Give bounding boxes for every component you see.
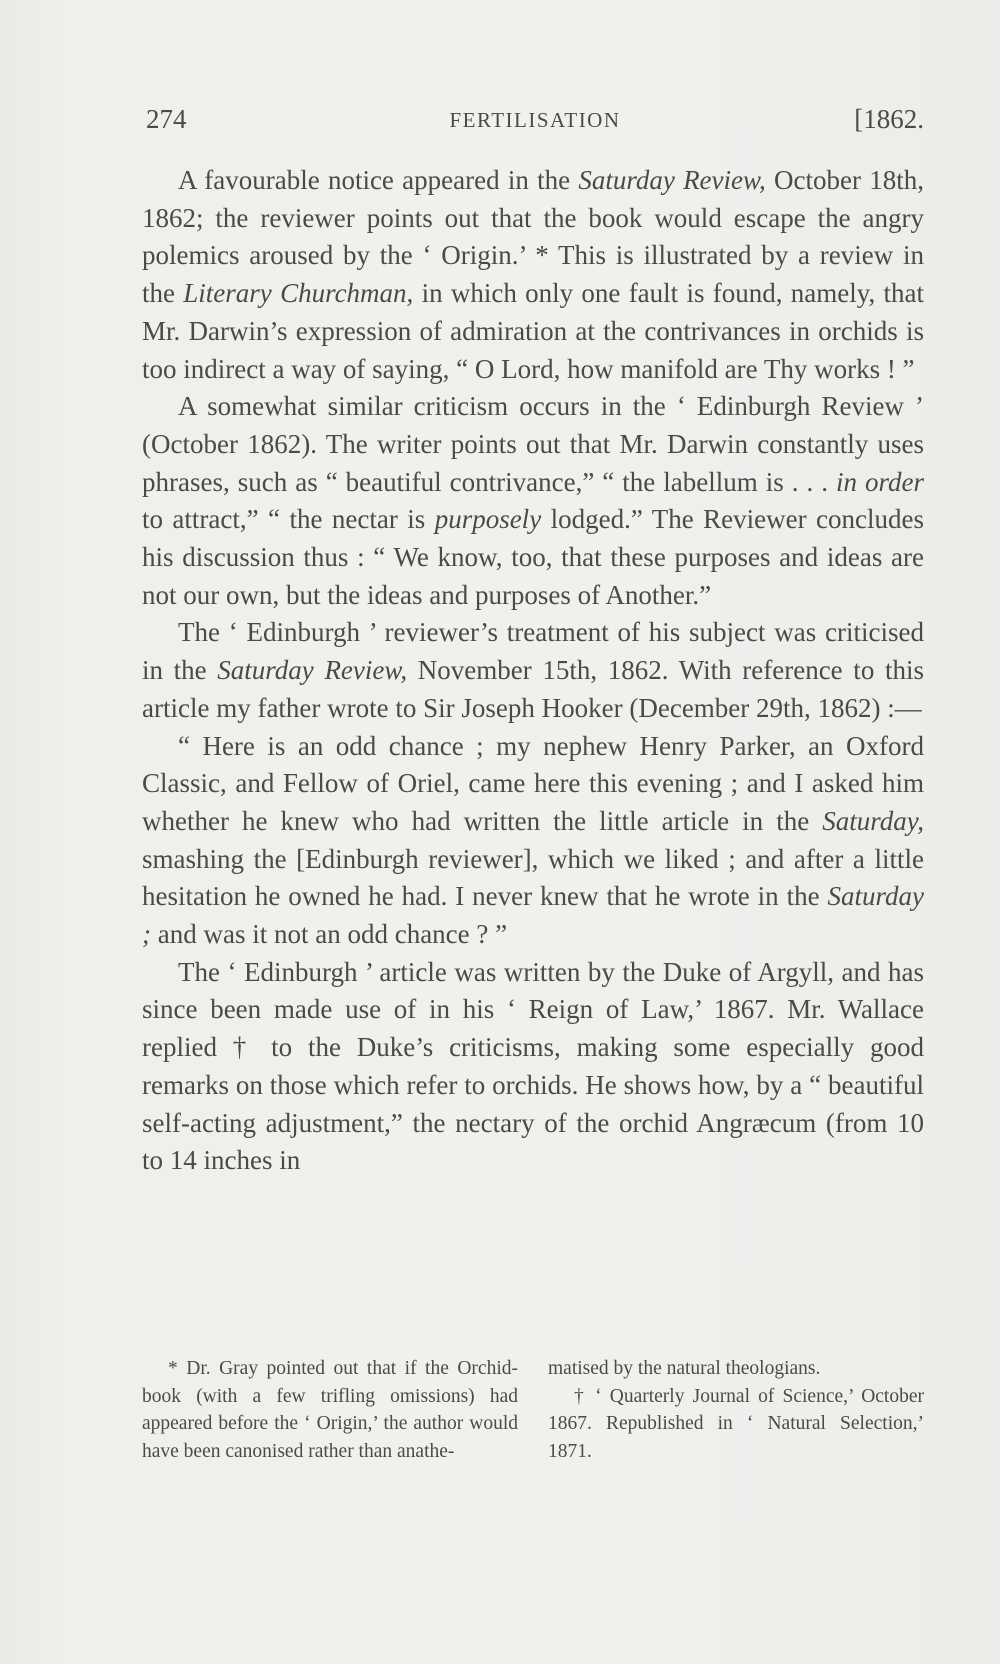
text-run: to attract,” “ the nectar is (142, 504, 435, 535)
text-run: The ‘ Edinburgh ’ reviewer’s treatment of his subject was criticised in the (142, 617, 924, 686)
text-run: lodged.” The Reviewer concludes his discussion thus : “ We know, too, that these purposes and ideas are not our own, but the ideas and purposes of Another.” (142, 504, 925, 610)
footnote-star: * Dr. Gray pointed out that if the Orchid-book (with a few trifling omissions) had appeared before the ‘ Origin,’ the author would have been canonised rather than anathe- (142, 1358, 518, 1462)
italic-run: in order (836, 466, 924, 497)
text-run: A somewhat similar criticism occurs in the ‘ Edinburgh Review ’ (October 1862). The writer points out that Mr. Darwin constantly uses phrases, such as “ beautiful contrivance,” “ the labellum is . . . (142, 391, 924, 497)
text-run: The ‘ Edinburgh ’ article was written by the Duke of Argyll, and has since been made use of in his ‘ Reign of Law,’ 1867. Mr. Wallace replied † to the Duke’s criticisms, making some especially good remarks on those which refer to orchids. He shows how, by a “ beautiful self-acting adjustment,” the nectary of the orchid Angræcum (from 10 to 14 inches in (142, 956, 924, 1176)
body-text (142, 162, 924, 1180)
footnote-column-left (142, 1355, 518, 1465)
paragraph-4 (142, 728, 924, 954)
text-run: and was it not an odd chance ? ” (151, 919, 508, 950)
italic-run: Literary Churchman, (183, 278, 414, 309)
running-header (146, 104, 924, 144)
italic-run: Saturday Review, (578, 165, 766, 195)
paragraph-5 (142, 954, 924, 1180)
footnote-column-right (548, 1355, 924, 1465)
footnote-star-continuation: matised by the natural theologians. (548, 1358, 821, 1379)
text-run: A favourable notice appeared in the (178, 165, 579, 195)
footnote-dagger: † ‘ Quarterly Journal of Science,’ October 1867. Republished in ‘ Natural Selection,’ 1871. (548, 1385, 924, 1462)
italic-run: purposely (434, 504, 542, 535)
text-run: in which only one fault is found, namely, that Mr. Darwin’s expression of admiration at the contrivances in orchids is too indirect a way of saying, “ O Lord, how manifold are Thy works ! ” (142, 278, 924, 384)
paragraph-3 (142, 614, 924, 727)
page-number: 274 (146, 104, 187, 134)
italic-run: Saturday Review, (217, 655, 408, 686)
paragraph-1 (142, 162, 924, 388)
italic-run: Saturday ; (142, 881, 924, 950)
paragraph-2 (142, 388, 924, 614)
running-title: FERTILISATION (449, 108, 621, 132)
italic-run: Saturday, (822, 805, 924, 836)
text-run: November 15th, 1862. With reference to this article my father wrote to Sir Joseph Hooker (December 29th, 1862) :— (142, 655, 924, 723)
text-run: smashing the [Edinburgh reviewer], which we liked ; and after a little hesitation he owned he had. I never knew that he wrote in the (142, 843, 924, 912)
text-run: October 18th, 1862; the reviewer points out that the book would escape the angry polemics aroused by the ‘ Origin.’ * This is illustrated by a review in the (142, 165, 924, 309)
text-run: “ Here is an odd chance ; my nephew Henry Parker, an Oxford Classic, and Fellow of Oriel, came here this evening ; and I asked him whether he knew who had written the little article in the (142, 730, 924, 836)
header-year: [1862. (854, 104, 924, 134)
